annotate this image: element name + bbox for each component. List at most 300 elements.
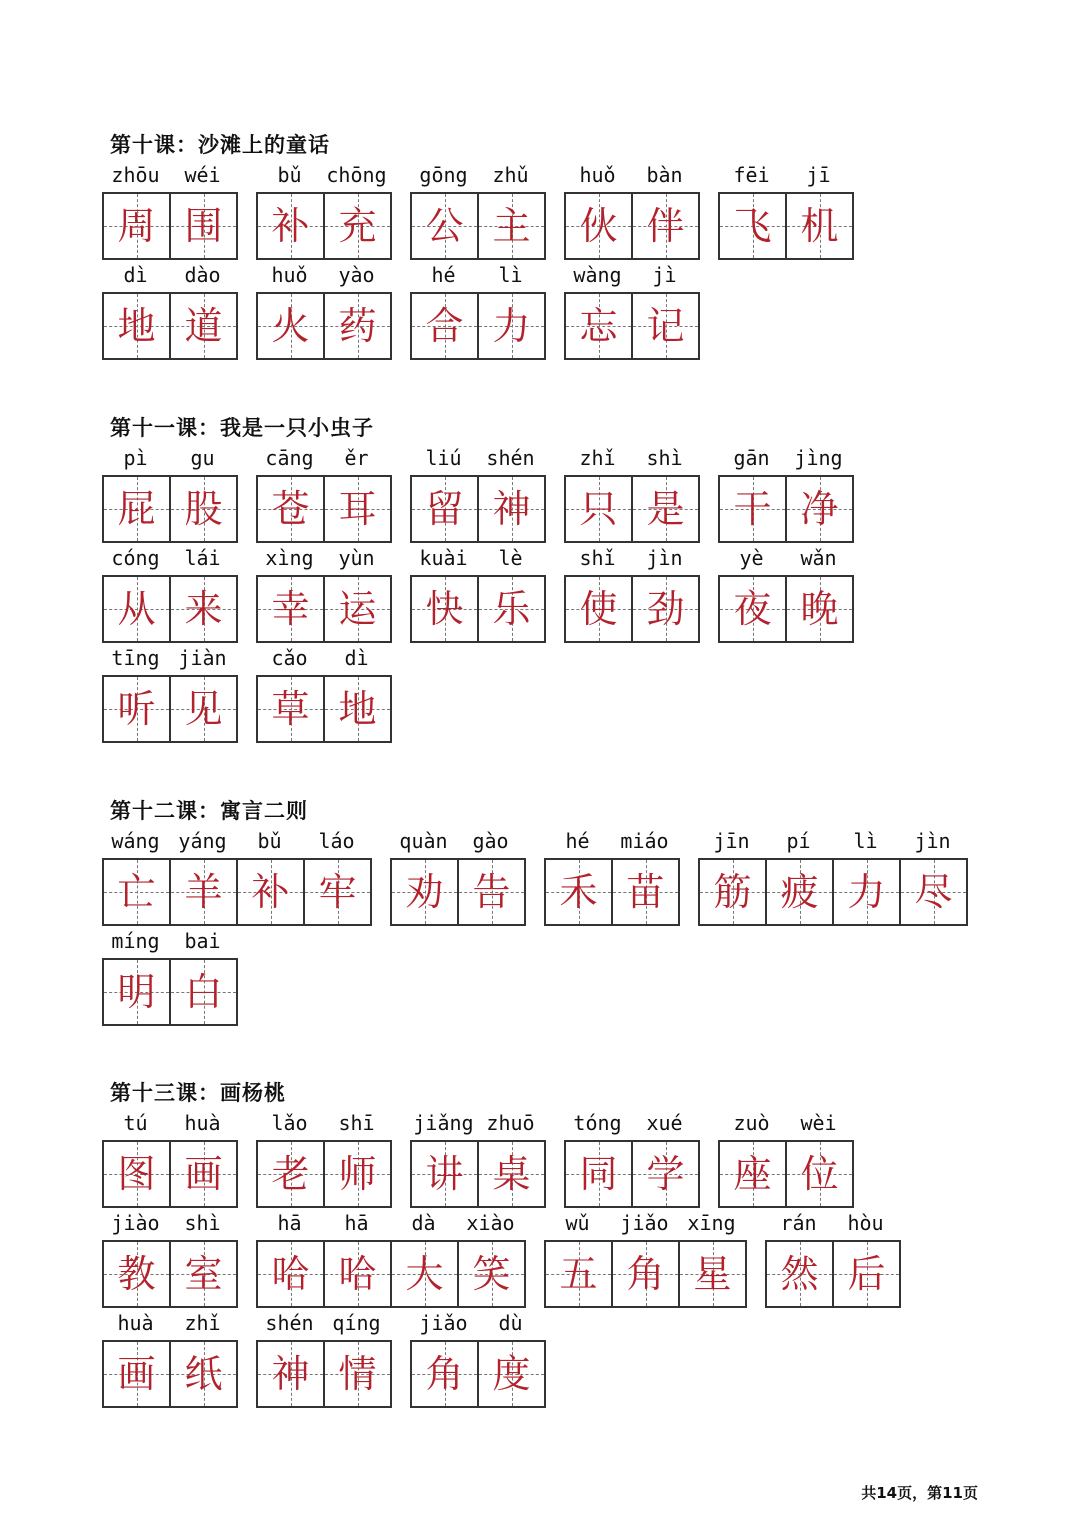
pinyin-label: jiǎo [620, 1211, 669, 1235]
tianzige-cell [767, 860, 834, 924]
tianzige-cell [700, 860, 767, 924]
word-row [102, 1208, 1002, 1308]
tianzige-grid [564, 192, 700, 260]
tianzige-cell [325, 1242, 392, 1306]
pinyin-label: fēi [733, 163, 770, 187]
tianzige-grid [256, 475, 392, 543]
pinyin-label: zhǐ [184, 1311, 221, 1335]
hanzi-character: 劲 [646, 587, 685, 631]
tianzige-cell [392, 860, 459, 924]
lesson-title: 第十课：沙滩上的童话 [110, 132, 330, 157]
word-row [102, 543, 1002, 643]
hanzi-character: 补 [271, 204, 310, 248]
hanzi-character: 主 [492, 204, 531, 248]
pinyin-label: pí [786, 829, 811, 853]
hanzi-character: 角 [626, 1252, 665, 1296]
hanzi-character: 画 [117, 1352, 156, 1396]
vocab-word [102, 643, 238, 743]
tianzige-cell [104, 860, 171, 924]
pinyin-label: tīng [111, 646, 160, 670]
pinyin-label: gu [190, 446, 215, 470]
pinyin-label: shì [184, 1211, 221, 1235]
pinyin-label: wàng [573, 263, 622, 287]
tianzige-cell [258, 1342, 325, 1406]
pinyin-row [410, 1308, 546, 1340]
vocab-word [410, 160, 546, 260]
vocab-word [102, 543, 238, 643]
hanzi-character: 忘 [579, 304, 618, 348]
hanzi-character: 只 [579, 487, 618, 531]
pinyin-row [102, 826, 372, 858]
vocab-word [102, 260, 238, 360]
pinyin-label: lì [498, 263, 523, 287]
vocab-word [256, 260, 392, 360]
vocab-word [765, 1208, 901, 1308]
pinyin-label: shén [265, 1311, 314, 1335]
tianzige-cell [834, 860, 901, 924]
hanzi-character: 大 [405, 1252, 444, 1296]
hanzi-character: 劝 [405, 870, 444, 914]
tianzige-cell [566, 477, 633, 541]
pinyin-row [410, 160, 546, 192]
pinyin-row [564, 160, 700, 192]
tianzige-grid [564, 292, 700, 360]
tianzige-grid [256, 675, 392, 743]
tianzige-cell [325, 1342, 392, 1406]
lesson-section [102, 796, 1002, 1026]
tianzige-cell [104, 1242, 171, 1306]
tianzige-grid [390, 858, 526, 926]
pinyin-label: dù [498, 1311, 523, 1335]
pinyin-label: jiàn [178, 646, 227, 670]
pinyin-row [718, 160, 854, 192]
pinyin-label: cāng [265, 446, 314, 470]
pinyin-label: hé [565, 829, 590, 853]
tianzige-cell [258, 577, 325, 641]
pinyin-label: jì [652, 263, 677, 287]
tianzige-grid [544, 858, 680, 926]
pinyin-label: lì [853, 829, 878, 853]
tianzige-cell [613, 860, 680, 924]
tianzige-cell [171, 960, 238, 1024]
tianzige-cell [171, 860, 238, 924]
tianzige-grid [410, 292, 546, 360]
vocab-word [564, 160, 700, 260]
tianzige-cell [104, 1142, 171, 1206]
vocab-word [102, 1308, 238, 1408]
tianzige-cell [392, 1242, 459, 1306]
hanzi-character: 股 [184, 487, 223, 531]
pinyin-row [256, 643, 392, 675]
tianzige-grid [544, 1240, 747, 1308]
pinyin-row [256, 1108, 392, 1140]
vocab-word [718, 160, 854, 260]
pinyin-label: cóng [111, 546, 160, 570]
pinyin-label: liú [425, 446, 462, 470]
pinyin-row [256, 1308, 392, 1340]
hanzi-character: 教 [117, 1252, 156, 1296]
vocab-word [390, 826, 526, 926]
hanzi-character: 神 [271, 1352, 310, 1396]
tianzige-cell [767, 1242, 834, 1306]
hanzi-character: 听 [117, 687, 156, 731]
vocab-word [410, 260, 546, 360]
hanzi-character: 室 [184, 1252, 223, 1296]
pinyin-label: ěr [344, 446, 369, 470]
hanzi-character: 耳 [338, 487, 377, 531]
tianzige-cell [633, 477, 700, 541]
tianzige-cell [479, 294, 546, 358]
pinyin-label: gào [472, 829, 509, 853]
pinyin-row [564, 260, 700, 292]
tianzige-cell [720, 477, 787, 541]
pinyin-label: yè [739, 546, 764, 570]
hanzi-character: 合 [425, 304, 464, 348]
tianzige-cell [171, 677, 238, 741]
tianzige-cell [325, 194, 392, 258]
hanzi-character: 干 [733, 487, 772, 531]
vocab-word [256, 1208, 526, 1308]
pinyin-row [564, 1108, 700, 1140]
pinyin-label: zuò [733, 1111, 770, 1135]
tianzige-cell [258, 294, 325, 358]
word-row [102, 926, 1002, 1026]
vocab-word [256, 1308, 392, 1408]
pinyin-label: lái [184, 546, 221, 570]
tianzige-cell [325, 294, 392, 358]
word-row [102, 1308, 1002, 1408]
hanzi-character: 笑 [472, 1252, 511, 1296]
tianzige-cell [720, 1142, 787, 1206]
tianzige-grid [102, 1340, 238, 1408]
hanzi-character: 屁 [117, 487, 156, 531]
pinyin-label: lǎo [271, 1111, 308, 1135]
tianzige-cell [566, 1142, 633, 1206]
hanzi-character: 充 [338, 204, 377, 248]
tianzige-cell [171, 577, 238, 641]
vocab-word [256, 443, 392, 543]
hanzi-character: 位 [800, 1152, 839, 1196]
pinyin-label: huǒ [579, 163, 616, 187]
pinyin-label: huǒ [271, 263, 308, 287]
hanzi-character: 画 [184, 1152, 223, 1196]
pinyin-label: hòu [847, 1211, 884, 1235]
hanzi-character: 火 [271, 304, 310, 348]
hanzi-character: 是 [646, 487, 685, 531]
hanzi-character: 机 [800, 204, 839, 248]
lesson-title: 第十一课：我是一只小虫子 [110, 415, 374, 440]
word-row [102, 160, 1002, 260]
tianzige-cell [325, 677, 392, 741]
pinyin-row [256, 443, 392, 475]
vocab-word [564, 260, 700, 360]
vocab-word [410, 1308, 546, 1408]
hanzi-character: 运 [338, 587, 377, 631]
pinyin-row [544, 826, 680, 858]
pinyin-label: xìng [265, 546, 314, 570]
tianzige-cell [633, 294, 700, 358]
hanzi-character: 桌 [492, 1152, 531, 1196]
tianzige-cell [104, 577, 171, 641]
tianzige-cell [104, 294, 171, 358]
tianzige-cell [171, 1242, 238, 1306]
tianzige-cell [787, 477, 854, 541]
tianzige-cell [104, 960, 171, 1024]
vocab-word [718, 543, 854, 643]
pinyin-row [765, 1208, 901, 1240]
pinyin-label: chōng [326, 163, 387, 187]
tianzige-cell [171, 1342, 238, 1406]
word-row [102, 643, 1002, 743]
tianzige-cell [258, 1242, 325, 1306]
tianzige-cell [613, 1242, 680, 1306]
vocab-word [698, 826, 968, 926]
hanzi-character: 草 [271, 687, 310, 731]
pinyin-row [718, 543, 854, 575]
pinyin-label: wéi [184, 163, 221, 187]
tianzige-grid [102, 475, 238, 543]
pinyin-label: kuài [419, 546, 468, 570]
pinyin-label: xué [646, 1111, 683, 1135]
hanzi-character: 同 [579, 1152, 618, 1196]
tianzige-cell [787, 194, 854, 258]
pinyin-label: jīn [713, 829, 750, 853]
vocab-word [102, 443, 238, 543]
vocab-word [544, 826, 680, 926]
tianzige-cell [720, 577, 787, 641]
vocab-word [256, 643, 392, 743]
tianzige-cell [459, 860, 526, 924]
pinyin-label: cǎo [271, 646, 308, 670]
tianzige-cell [412, 577, 479, 641]
pinyin-label: jìn [914, 829, 951, 853]
tianzige-cell [720, 194, 787, 258]
tianzige-grid [256, 1140, 392, 1208]
hanzi-character: 角 [425, 1352, 464, 1396]
tianzige-grid [410, 475, 546, 543]
tianzige-grid [718, 192, 854, 260]
hanzi-character: 讲 [425, 1152, 464, 1196]
tianzige-grid [256, 1240, 526, 1308]
hanzi-character: 力 [847, 870, 886, 914]
vocab-word [564, 443, 700, 543]
tianzige-cell [412, 1342, 479, 1406]
tianzige-grid [102, 575, 238, 643]
pinyin-label: dào [184, 263, 221, 287]
tianzige-cell [412, 477, 479, 541]
vocab-word [410, 1108, 546, 1208]
pinyin-label: wǎn [800, 546, 837, 570]
pinyin-label: qíng [332, 1311, 381, 1335]
hanzi-character: 地 [338, 687, 377, 731]
tianzige-grid [718, 575, 854, 643]
pinyin-label: míng [111, 929, 160, 953]
tianzige-cell [325, 477, 392, 541]
pinyin-label: hā [344, 1211, 369, 1235]
vocab-word [102, 826, 372, 926]
word-row [102, 443, 1002, 543]
tianzige-cell [412, 194, 479, 258]
lesson-title: 第十二课：寓言二则 [110, 798, 308, 823]
hanzi-character: 老 [271, 1152, 310, 1196]
hanzi-character: 白 [184, 970, 223, 1014]
pinyin-row [390, 826, 526, 858]
hanzi-character: 图 [117, 1152, 156, 1196]
pinyin-row [718, 443, 854, 475]
hanzi-character: 师 [338, 1152, 377, 1196]
tianzige-cell [171, 194, 238, 258]
hanzi-character: 座 [733, 1152, 772, 1196]
tianzige-grid [102, 675, 238, 743]
lesson-title: 第十三课：画杨桃 [110, 1080, 286, 1105]
word-row [102, 260, 1002, 360]
pinyin-row [718, 1108, 854, 1140]
pinyin-label: huà [184, 1111, 221, 1135]
pinyin-label: rán [780, 1211, 817, 1235]
pinyin-label: wèi [800, 1111, 837, 1135]
pinyin-label: jī [806, 163, 831, 187]
pinyin-row [102, 543, 238, 575]
pinyin-row [564, 543, 700, 575]
vocab-word [718, 1108, 854, 1208]
pinyin-label: hé [431, 263, 456, 287]
pinyin-row [102, 1208, 238, 1240]
hanzi-character: 留 [425, 487, 464, 531]
hanzi-character: 使 [579, 587, 618, 631]
tianzige-grid [410, 1340, 546, 1408]
pinyin-label: wáng [111, 829, 160, 853]
tianzige-cell [325, 577, 392, 641]
vocab-word [544, 1208, 747, 1308]
hanzi-character: 纸 [184, 1352, 223, 1396]
tianzige-cell [325, 1142, 392, 1206]
hanzi-character: 伴 [646, 204, 685, 248]
vocab-word [256, 543, 392, 643]
pinyin-label: yáng [178, 829, 227, 853]
tianzige-cell [787, 577, 854, 641]
hanzi-character: 五 [559, 1252, 598, 1296]
hanzi-character: 围 [184, 204, 223, 248]
pinyin-label: xiào [466, 1211, 515, 1235]
hanzi-character: 羊 [184, 870, 223, 914]
pinyin-label: quàn [399, 829, 448, 853]
tianzige-grid [718, 475, 854, 543]
lesson-section [102, 130, 1002, 360]
tianzige-cell [258, 1142, 325, 1206]
pinyin-row [698, 826, 968, 858]
tianzige-grid [718, 1140, 854, 1208]
tianzige-cell [412, 294, 479, 358]
hanzi-character: 来 [184, 587, 223, 631]
pinyin-label: bàn [646, 163, 683, 187]
hanzi-character: 晚 [800, 587, 839, 631]
pinyin-label: yào [338, 263, 375, 287]
hanzi-character: 然 [780, 1252, 819, 1296]
tianzige-grid [564, 475, 700, 543]
tianzige-cell [104, 1342, 171, 1406]
vocab-word [102, 1208, 238, 1308]
tianzige-cell [104, 194, 171, 258]
hanzi-character: 度 [492, 1352, 531, 1396]
hanzi-character: 筋 [713, 870, 752, 914]
hanzi-character: 公 [425, 204, 464, 248]
pinyin-label: jìng [794, 446, 843, 470]
vocab-word [102, 1108, 238, 1208]
pinyin-row [410, 1108, 546, 1140]
pinyin-row [102, 260, 238, 292]
tianzige-cell [633, 1142, 700, 1206]
tianzige-cell [238, 860, 305, 924]
tianzige-cell [566, 577, 633, 641]
tianzige-cell [479, 1142, 546, 1206]
vocab-word [718, 443, 854, 543]
hanzi-character: 夜 [733, 587, 772, 631]
tianzige-grid [564, 575, 700, 643]
pinyin-row [102, 643, 238, 675]
vocab-word [256, 160, 392, 260]
tianzige-cell [566, 194, 633, 258]
hanzi-character: 告 [472, 870, 511, 914]
pinyin-row [544, 1208, 747, 1240]
hanzi-character: 补 [251, 870, 290, 914]
hanzi-character: 后 [847, 1252, 886, 1296]
pinyin-label: láo [318, 829, 355, 853]
hanzi-character: 神 [492, 487, 531, 531]
pinyin-label: wǔ [565, 1211, 590, 1235]
tianzige-grid [256, 1340, 392, 1408]
tianzige-cell [546, 1242, 613, 1306]
pinyin-label: jiào [111, 1211, 160, 1235]
pinyin-label: jìn [646, 546, 683, 570]
hanzi-character: 禾 [559, 870, 598, 914]
pinyin-row [410, 543, 546, 575]
tianzige-cell [633, 577, 700, 641]
tianzige-cell [479, 477, 546, 541]
tianzige-grid [256, 575, 392, 643]
pinyin-label: jiǎo [419, 1311, 468, 1335]
lesson-section [102, 1078, 1002, 1408]
pinyin-label: miáo [620, 829, 669, 853]
tianzige-grid [410, 575, 546, 643]
pinyin-label: dì [344, 646, 369, 670]
pinyin-label: zhuō [486, 1111, 535, 1135]
vocab-word [102, 926, 238, 1026]
pinyin-label: shī [338, 1111, 375, 1135]
pinyin-label: bai [184, 929, 221, 953]
tianzige-cell [479, 577, 546, 641]
pinyin-label: zhōu [111, 163, 160, 187]
hanzi-character: 苍 [271, 487, 310, 531]
tianzige-cell [258, 194, 325, 258]
pinyin-label: xīng [687, 1211, 736, 1235]
pinyin-label: zhǐ [579, 446, 616, 470]
hanzi-character: 明 [117, 970, 156, 1014]
tianzige-cell [171, 1142, 238, 1206]
pinyin-label: pì [123, 446, 148, 470]
tianzige-cell [258, 477, 325, 541]
pinyin-label: shì [646, 446, 683, 470]
vocab-word [256, 1108, 392, 1208]
tianzige-cell [834, 1242, 901, 1306]
hanzi-character: 伙 [579, 204, 618, 248]
tianzige-cell [566, 294, 633, 358]
tianzige-cell [104, 477, 171, 541]
tianzige-grid [102, 292, 238, 360]
pinyin-label: tú [123, 1111, 148, 1135]
page-footer: 共14页，第11页 [861, 1484, 978, 1502]
hanzi-character: 哈 [338, 1252, 377, 1296]
vocab-word [102, 160, 238, 260]
